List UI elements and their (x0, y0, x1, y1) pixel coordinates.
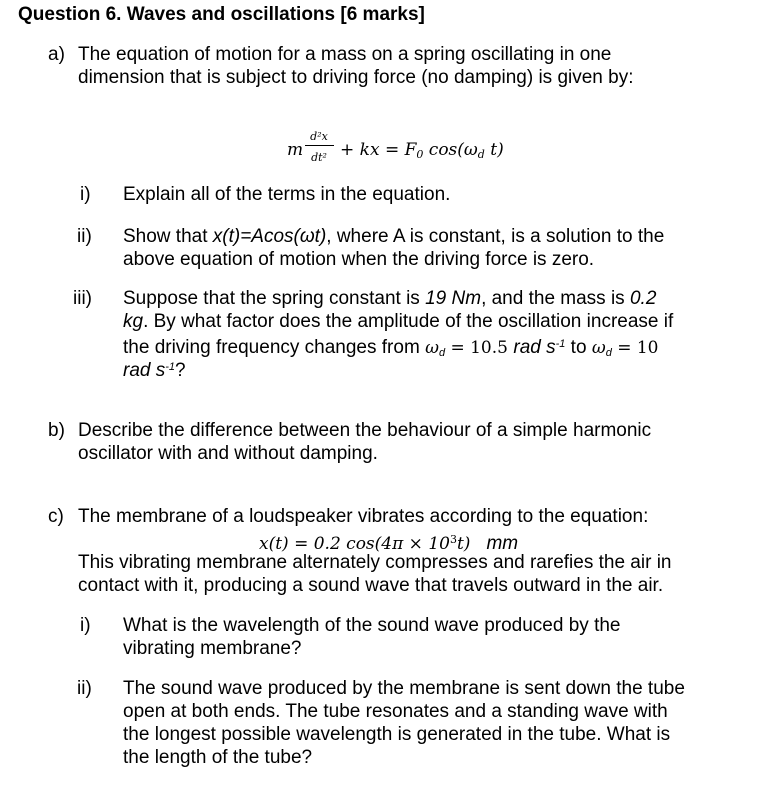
part-a-iii-to: to (565, 337, 592, 358)
eq-rhs (340, 139, 504, 166)
omega-2: ω (591, 338, 606, 358)
part-c-line1: The membrane of a loudspeaker vibrates according to the equation: (78, 506, 649, 527)
omega-2-exp: -1 (165, 361, 176, 373)
omega-2-unit: rad s (123, 360, 166, 381)
part-c-line3: contact with it, producing a sound wave that travels outward in the air. (78, 575, 664, 596)
question-title: Question 6. Waves and oscillations [6 marks] (18, 4, 425, 25)
omega-1-exp: -1 (555, 338, 566, 350)
part-c-label: c) (48, 506, 64, 527)
part-a-iii-label: iii) (73, 288, 92, 309)
part-c-i-line1: What is the wavelength of the sound wave produced by the (123, 615, 621, 636)
mass-value: 0.2 (629, 288, 657, 309)
part-a-ii-line2: above equation of motion when the driving force is zero. (123, 249, 595, 270)
part-a-iii-l1-pre: Suppose that the spring constant is (123, 288, 426, 309)
omega-1-unit: rad s (513, 337, 556, 358)
omega-1-value: = 10.5 (445, 338, 514, 358)
part-b-line1: Describe the difference between the behaviour of a simple harmonic (78, 420, 652, 441)
eq-denominator: dt² (311, 151, 327, 164)
omega-2-sub: d (605, 347, 612, 359)
part-a-line1: The equation of motion for a mass on a spring oscillating in one (78, 44, 612, 65)
spring-constant: 19 Nm (425, 288, 482, 309)
part-a-ii-pre: Show that (123, 226, 213, 247)
part-c-line2: This vibrating membrane alternately compresses and rarefies the air in (78, 552, 672, 573)
eq-fraction-bar (305, 145, 334, 146)
part-c-ii-line3: the longest possible wavelength is generated in the tube. What is (123, 724, 671, 745)
omega-2-value: = 10 (611, 338, 659, 358)
membrane-eq-end: t) (456, 534, 471, 554)
omega-1-sub: d (438, 347, 446, 359)
membrane-eq-main: x(t) = 0.2 cos(4π × 10 (259, 534, 450, 554)
part-c-i-label: i) (80, 615, 91, 636)
eq-tail: t) (484, 140, 504, 160)
part-a-line2: dimension that is subject to driving force (no damping) is given by: (78, 67, 634, 88)
eq-cos: cos(ω (423, 140, 478, 160)
part-a-iii-line2 (123, 310, 673, 333)
part-a-iii-line1 (123, 287, 656, 310)
part-a-iii-line3 (123, 333, 659, 365)
part-a-i-label: i) (80, 184, 91, 205)
part-a-iii-l2-rest: . By what factor does the amplitude of the oscillation increase if (143, 311, 674, 332)
part-a-ii-line1 (123, 225, 664, 248)
part-a-ii-post: , where A is constant, is a solution to the (326, 226, 665, 247)
omega-1: ω (425, 338, 439, 358)
part-c-ii-line4: the length of the tube? (123, 747, 313, 768)
part-a-i-text: Explain all of the terms in the equation. (123, 184, 451, 205)
eq-omega-sub: d (477, 148, 485, 161)
part-a-iii-l3-pre: the driving frequency changes from (123, 337, 426, 358)
eq-mass: m (287, 140, 304, 160)
part-a-iii-l1-mid: , and the mass is (481, 288, 630, 309)
part-a-ii-expr: x(t)=Acos(ωt) (212, 226, 327, 247)
question-mark: ? (175, 360, 186, 381)
eq-f-sub: 0 (416, 148, 424, 161)
part-c-i-line2: vibrating membrane? (123, 638, 302, 659)
part-c-ii-line2: open at both ends. The tube resonates and a standing wave with (123, 701, 668, 722)
eq-numerator: d²x (310, 130, 328, 143)
part-c-ii-line1: The sound wave produced by the membrane is sent down the tube (123, 678, 685, 699)
part-a-iii-line4 (123, 356, 186, 382)
part-b-line2: oscillator with and without damping. (78, 443, 378, 464)
part-c-ii-label: ii) (77, 678, 92, 699)
part-a-ii-label: ii) (77, 226, 92, 247)
membrane-eq-exp: 3 (449, 533, 457, 546)
membrane-eq-unit: mm (486, 533, 519, 554)
part-a-label: a) (48, 44, 65, 65)
mass-unit: kg (123, 311, 144, 332)
eq-rest: + kx = F (340, 140, 417, 160)
part-b-label: b) (48, 420, 65, 441)
